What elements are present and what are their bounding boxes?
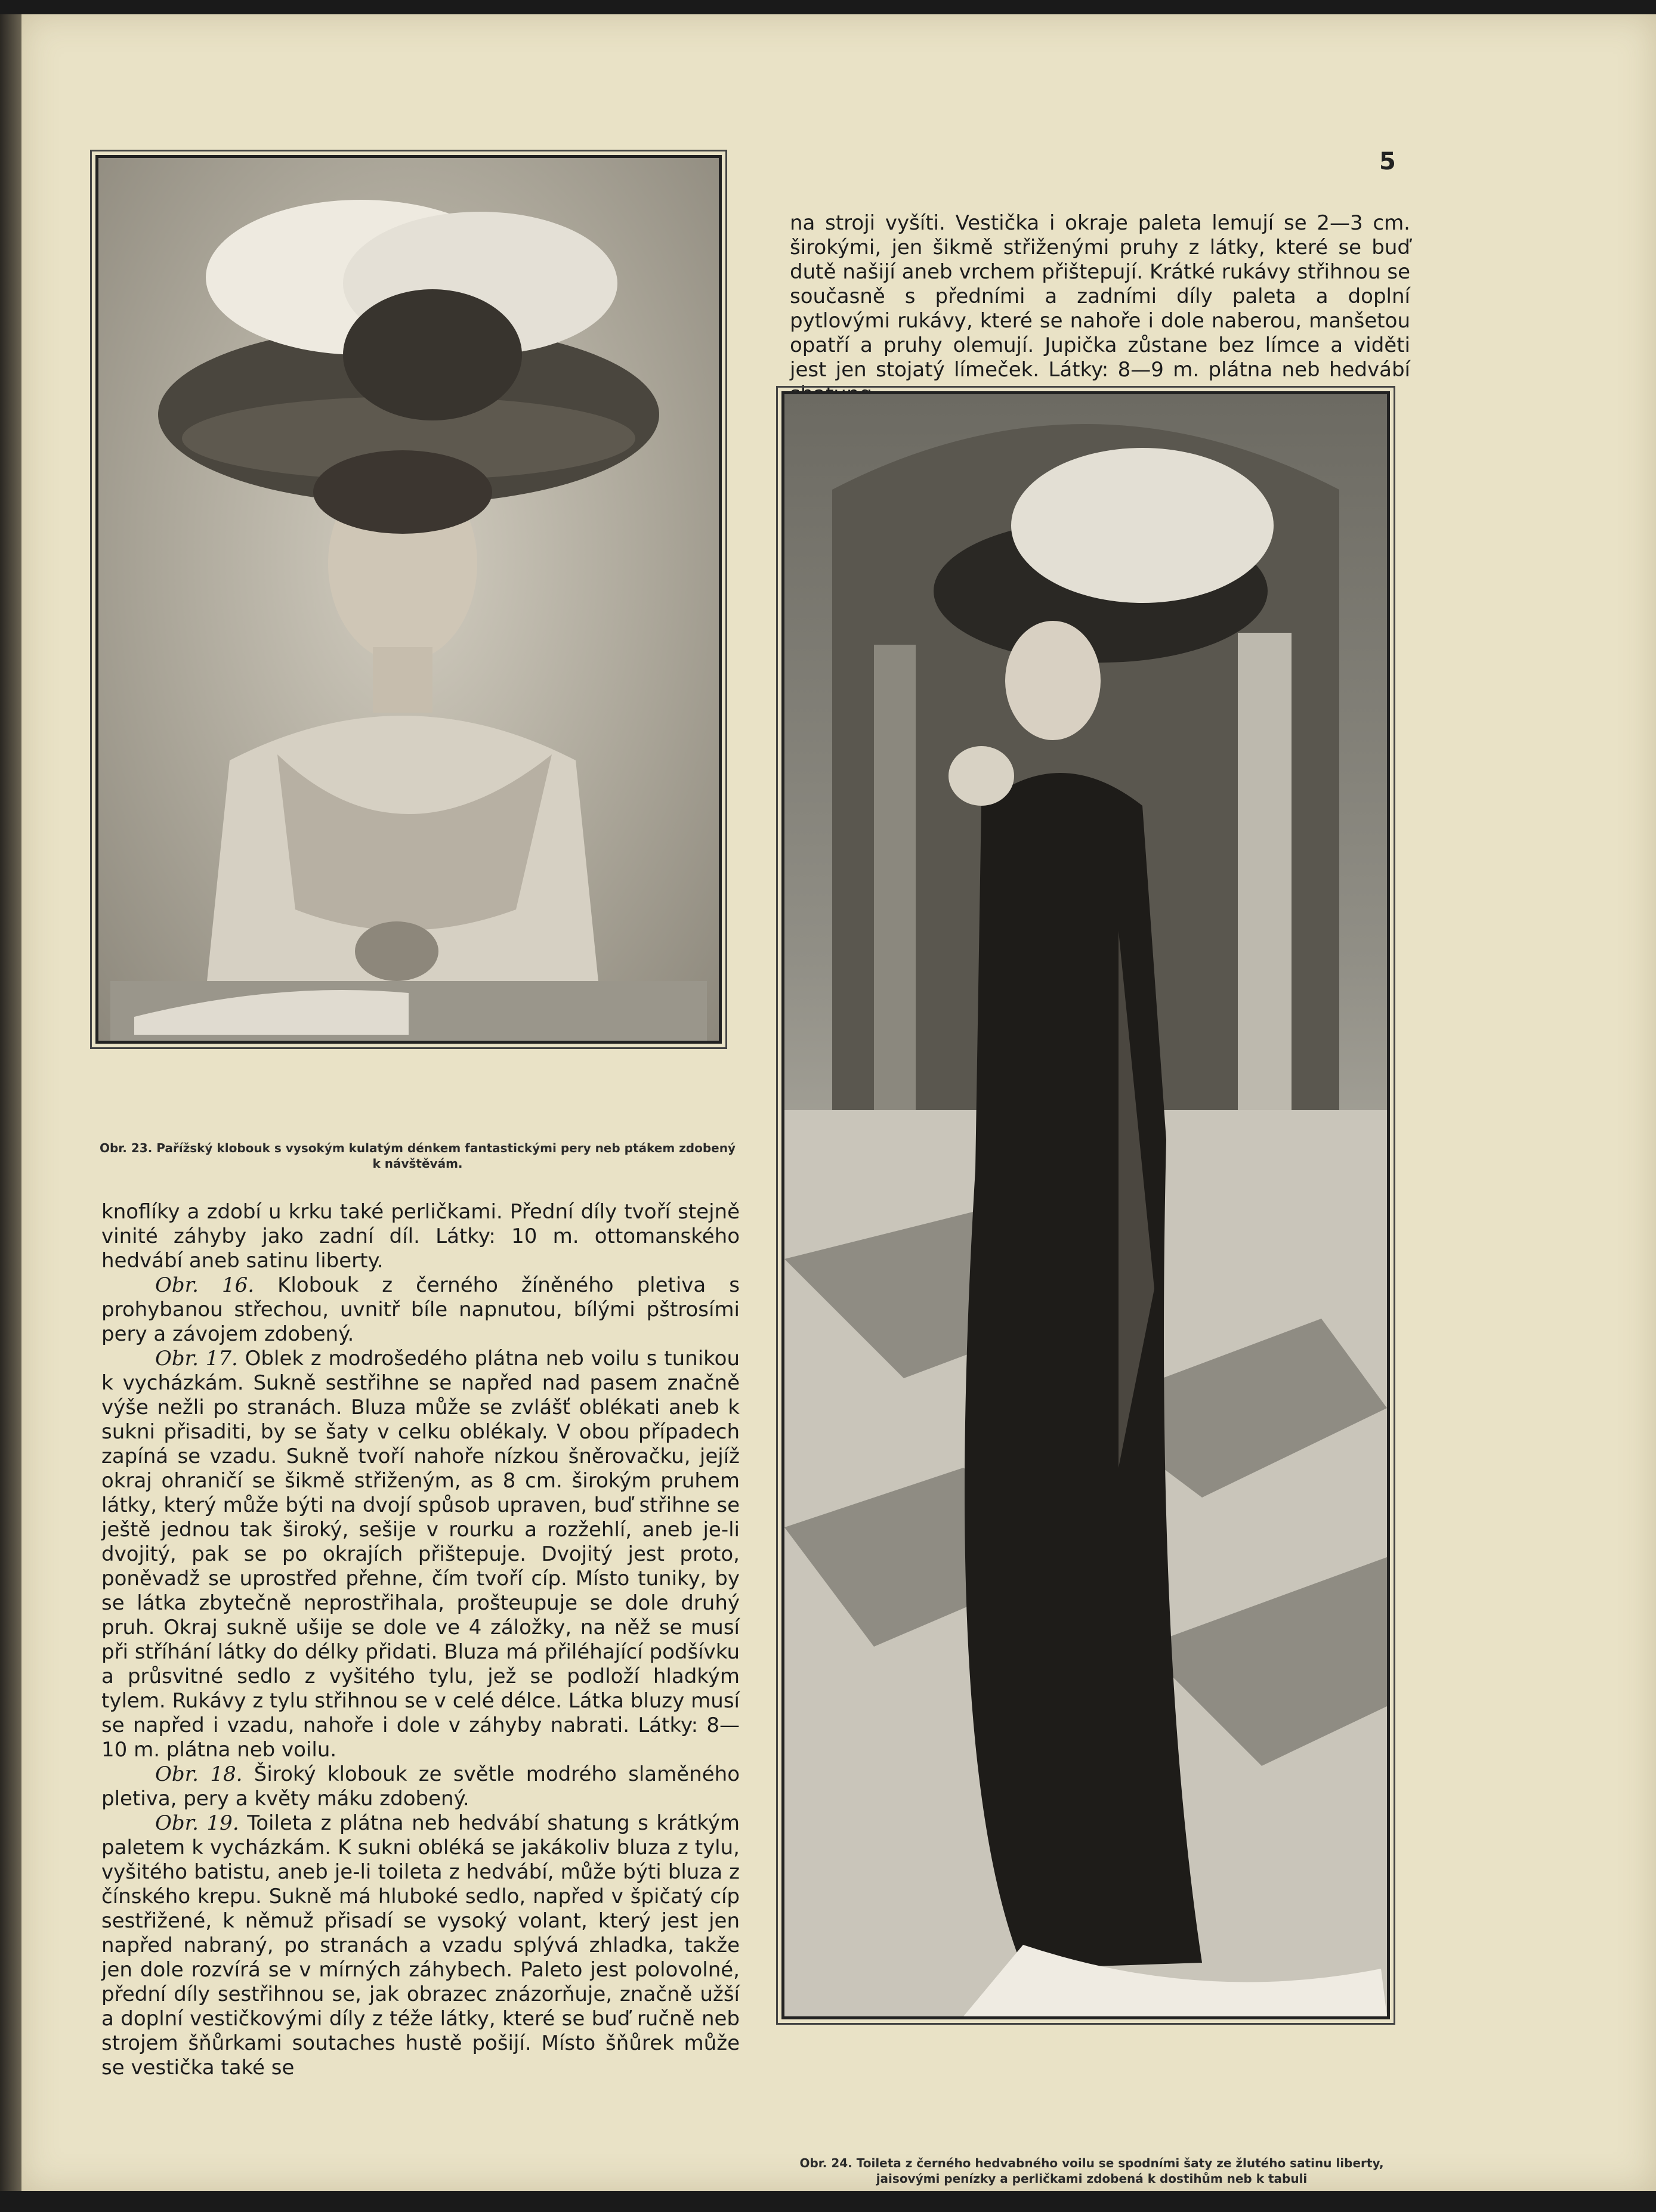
right-column-paragraph: na stroji vyšíti. Vestička i okraje paleta lemují se 2—3 cm. širokými, jen šikmě střiženými pruhy z látky, které se buď dutě našijí aneb vrchem přištepují. Krátké rukávy střihnou se současně s předními a zadními díly paleta a doplní pytlovými rukávy, které se nahoře i dole naberou, manšetou opatří a pruhy olemují. Jupička zůstane bez límce a viděti jest jen stojatý límeček. Látky: 8—9 m. plátna neb hedvábí [790, 211, 1410, 382]
paragraph-text: Oblek z modrošedého plátna neb voilu s tunikou k vycházkám. Sukně sestřihne se napřed nad pasem značně výše nežli po stranách. Bluza může se zvlášť oblékati aneb k sukni přisaditi, by se šaty v celku oblékaly. V obou případech zapíná se vzadu. Sukně tvoří nahoře nízkou šněrovačku, jejíž okraj ohraničí se šikmě střiženým, as 8 cm. širokým pruhem látky, který může býti na dvojí spůsob upraven, buď střihne se ještě jednou tak široký, sešije v rourku a rozžehlí, aneb je-li dvojitý, pak se po okrajích přištepuje. Dvojitý jest proto, poněvadž se uprostřed přehne, čím tvoří cíp. Místo tuniky, by se látka zbytečně neprostřihala, prošteupuje se dole druhý pruh. Okraj sukně ušije se dole ve 4 záložky, na něž se musí při stříhání látky do délky přidati. Bluza má přiléhající podšívku a průsvitné sedlo z vyšitého tylu, jež se podloží hladkým tylem. Rukávy z tylu střihnou se v celé délce. Látka bluzy musí se napřed i vzadu, nahoře i dole v záhyby nabrati. Látky: 8—10 m. plátna neb voilu. [101, 1347, 740, 1762]
figure-23-caption: Obr. 23. Pařížský klobouk s vysokým kulatým dénkem fantastickými pery neb ptákem zdobený k návštěvám. [99, 1141, 736, 1171]
paragraph-text: Toileta z plátna neb hedvábí shatung s krátkým paletem k vycházkám. K sukni obléká se jakákoliv bluza z tylu, vyšitého batistu, aneb je-li toileta z hedvábí, může býti bluza z čínského krepu. Sukně má hluboké sedlo, napřed v špičatý cíp sestřižené, k němuž přisadí se vysoký volant, který jest jen napřed nabraný, po stranách a vzadu splývá zhladka, takže jen dole rozvírá se v mírných záhybech. Paleto jest polovolné, přední díly sestřihnou se, jak obrazec znázorňuje, značně užší a doplní vestičkovými díly z téže látky, které se buď ručně neb strojem šňůrkami soutaches hustě pošijí. Místo šňůrek může se vestička také se [101, 1811, 740, 2080]
figure-reference: Obr. 19. [155, 1811, 239, 1835]
woman-in-feathered-hat-illustration [98, 158, 719, 1041]
page-number: 5 [1379, 148, 1396, 175]
figure-24-caption: Obr. 24. Toileta z černého hedvabného voilu se spodními šaty ze žlutého satinu liberty, jaisovými penízky a perličkami zdobená k dostihům neb k tabuli [799, 2156, 1384, 2186]
right-column-text [790, 211, 1410, 407]
page-gutter [0, 14, 21, 2191]
paragraph-text: Široký klobouk ze světle modrého slaměného pletiva, pery a květy máku zdobený. [101, 1762, 740, 1811]
figure-23-photo [95, 155, 722, 1044]
woman-in-dark-gown-illustration [784, 394, 1387, 2016]
paragraph-text: Klobouk z černého žíněného pletiva s prohybanou střechou, uvnitř bíle napnutou, bílými pštrosími pery a závojem zdobený. [101, 1273, 740, 1346]
paragraph-continuation: knoflíky a zdobí u krku také perličkami. Přední díly tvoří stejně vinité záhyby jako zadní díl. Látky: 10 m. ottomanského hedvábí aneb satinu liberty. [101, 1200, 740, 1273]
paragraph-obr-19 [101, 1811, 740, 2080]
figure-24-photo [781, 391, 1390, 2019]
figure-reference: Obr. 18. [155, 1762, 243, 1786]
paragraph-obr-16 [101, 1273, 740, 1347]
paragraph-obr-17 [101, 1347, 740, 1762]
figure-reference: Obr. 16. [155, 1273, 255, 1297]
figure-reference: Obr. 17. [155, 1347, 238, 1370]
left-column-text [101, 1200, 740, 2080]
paragraph-obr-18 [101, 1762, 740, 1811]
